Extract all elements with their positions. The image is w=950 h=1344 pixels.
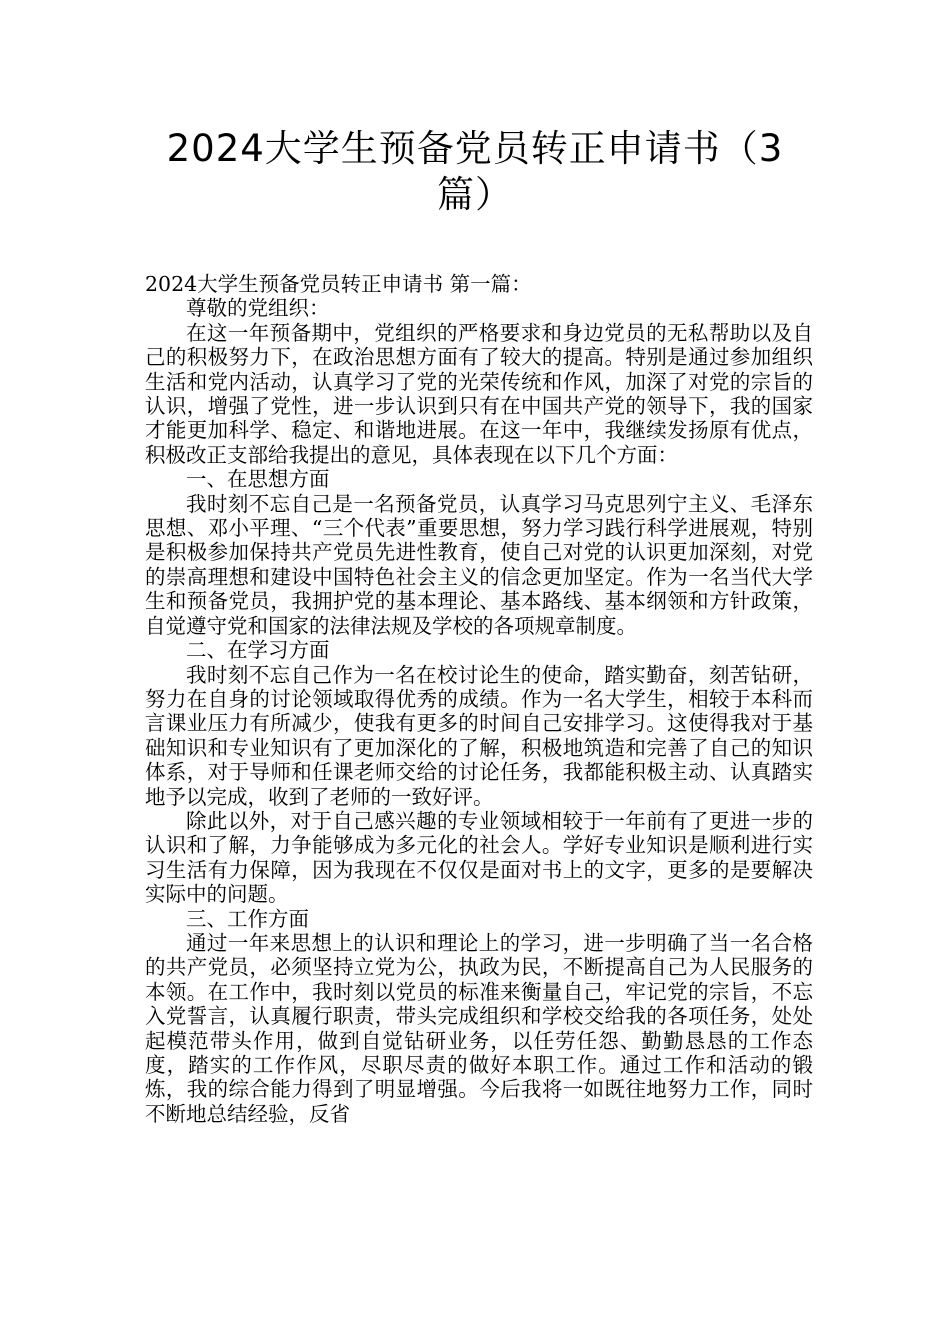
paragraph-intro: 在这一年预备期中，党组织的严格要求和身边党员的无私帮助以及自己的积极努力下，在政治思想方面有了较大的提高。特别是通过参加组织生活和党内活动，认真学习了党的光荣传统和作风，加深了对党的宗旨的认识，增强了党性，进一步认识到只有在中国共产党的领导下，我的国家才能更加科学、稳定、和谐地进展。在这一年中，我继续发扬原有优点，积极改正支部给我提出的意见，具体表现在以下几个方面： (145, 320, 813, 467)
subheading-study: 二、在学习方面 (186, 638, 330, 663)
subheading-work: 三、工作方面 (186, 906, 309, 931)
subheading-thought: 一、在思想方面 (186, 467, 330, 492)
paragraph-work: 通过一年来思想上的认识和理论上的学习，进一步明确了当一名合格的共产党员，必须坚持立党为公，执政为民，不断提高自己为人民服务的本领。在工作中，我时刻以党员的标准来衡量自己，牢记党的宗旨，不忘入党誓言，认真履行职责，带头完成组织和学校交给我的各项任务，处处起模范带头作用，做到自觉钻研业务，以任劳任怨、勤勤恳恳的工作态度，踏实的工作作风，尽职尽责的做好本职工作。通过工作和活动的锻炼，我的综合能力得到了明显增强。今后我将一如既往地努力工作，同时不断地总结经验，反省 (145, 930, 813, 1126)
section-heading: 2024大学生预备党员转正申请书 第一篇： (145, 272, 532, 296)
salutation: 尊敬的党组织： (186, 296, 330, 321)
document-title: 2024大学生预备党员转正申请书（3篇） (166, 127, 784, 216)
document-body (145, 272, 813, 1126)
paragraph-study: 我时刻不忘自己作为一名在校讨论生的使命，踏实勤奋，刻苦钻研，努力在自身的讨论领域取得优秀的成绩。作为一名大学生，相较于本科而言课业压力有所减少，使我有更多的时间自己安排学习。这使得我对于基础知识和专业知识有了更加深化的了解，积极地筑造和完善了自己的知识体系，对于导师和任课老师交给的讨论任务，我都能积极主动、认真踏实地予以完成，收到了老师的一致好评。 (145, 662, 813, 809)
paragraph-thought: 我时刻不忘自己是一名预备党员，认真学习马克思列宁主义、毛泽东思想、邓小平理、“三个代表”重要思想，努力学习践行科学进展观，特别是积极参加保持共产党员先进性教育，使自己对党的认识更加深刻，对党的崇高理想和建设中国特色社会主义的信念更加坚定。作为一名当代大学生和预备党员，我拥护党的基本理论、基本路线、基本纲领和方针政策，自觉遵守党和国家的法律法规及学校的各项规章制度。 (145, 491, 813, 638)
paragraph-study-extra: 除此以外，对于自己感兴趣的专业领域相较于一年前有了更进一步的认识和了解，力争能够成为多元化的社会人。学好专业知识是顺利进行实习生活有力保障，因为我现在不仅仅是面对书上的文字，更多的是要解决实际中的问题。 (145, 808, 813, 907)
